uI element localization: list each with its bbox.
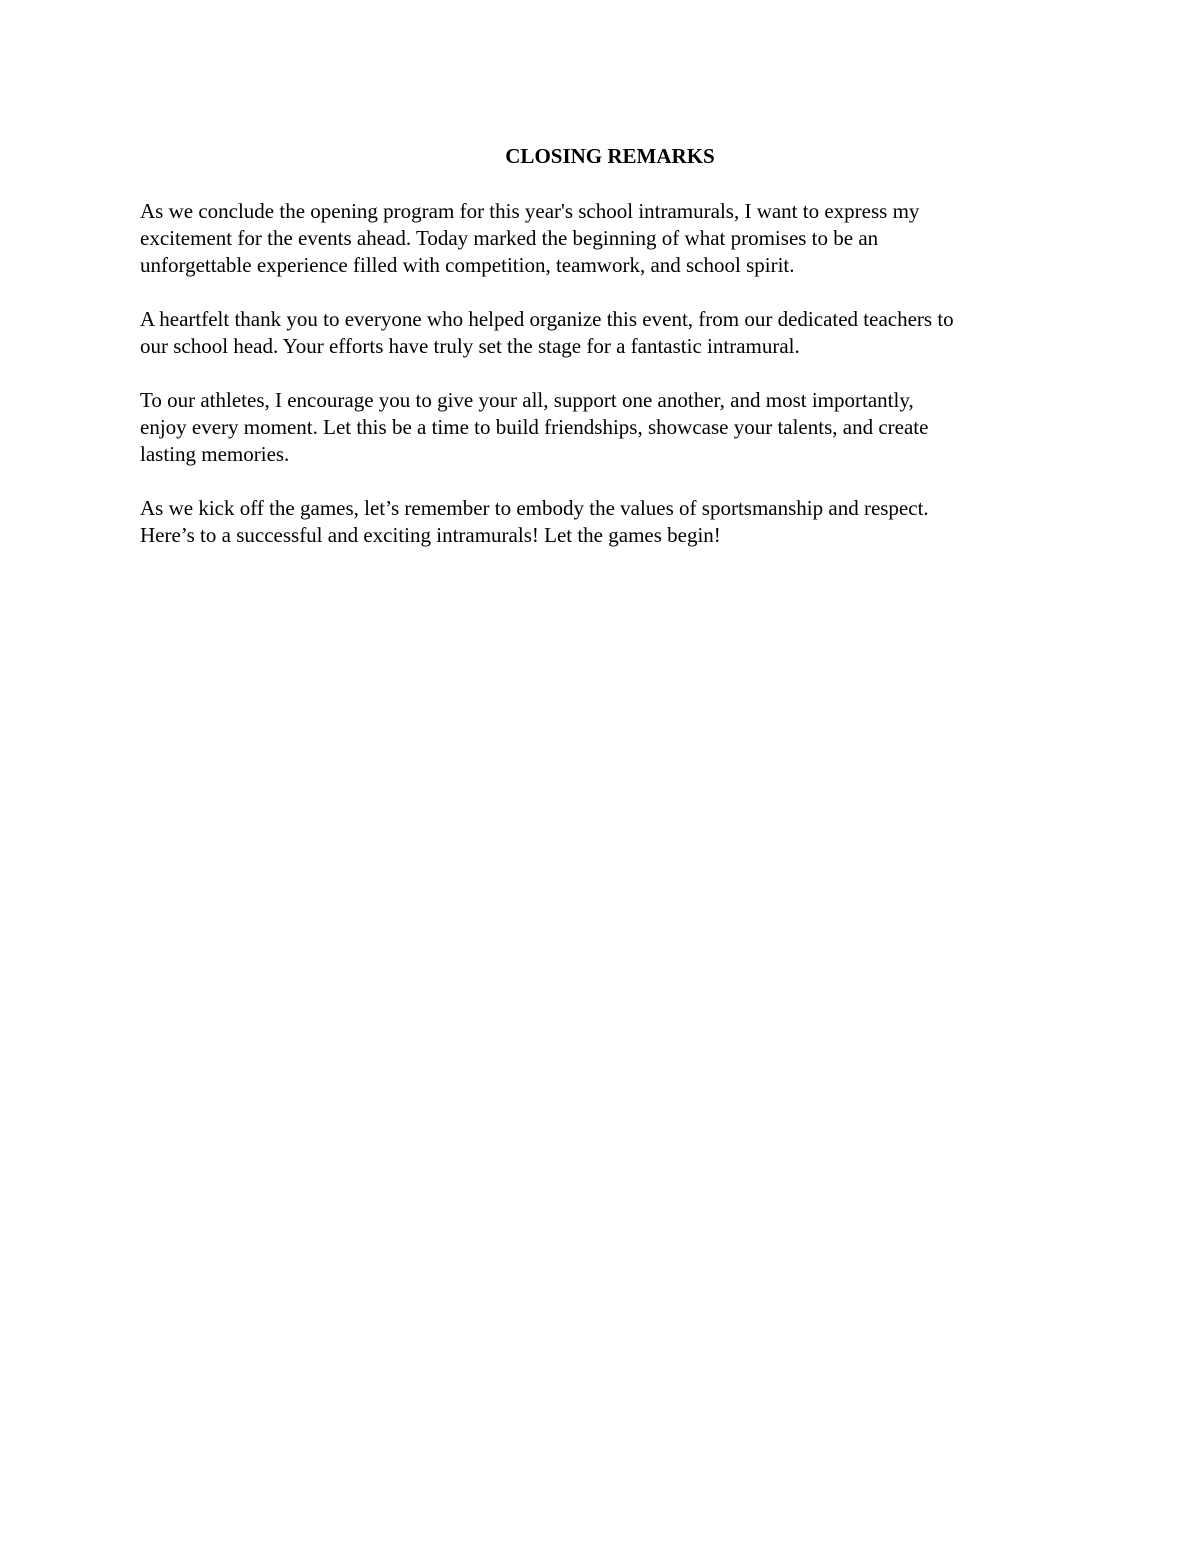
- paragraph-2: [140, 306, 1080, 360]
- paragraph-line: enjoy every moment. Let this be a time to build friendships, showcase your talents, and create: [140, 415, 929, 439]
- paragraph-line: Here’s to a successful and exciting intramurals! Let the games begin!: [140, 523, 721, 547]
- document-body: [140, 143, 1080, 576]
- paragraph-line: As we conclude the opening program for this year's school intramurals, I want to express my: [140, 199, 920, 223]
- paragraph-4: [140, 495, 1080, 549]
- paragraph-line: As we kick off the games, let’s remember to embody the values of sportsmanship and respect.: [140, 496, 929, 520]
- paragraph-line: excitement for the events ahead. Today marked the beginning of what promises to be an: [140, 226, 879, 250]
- paragraph-line: unforgettable experience filled with competition, teamwork, and school spirit.: [140, 253, 795, 277]
- paragraph-line: To our athletes, I encourage you to give your all, support one another, and most importantly,: [140, 388, 914, 412]
- paragraph-line: lasting memories.: [140, 442, 290, 466]
- paragraph-3: [140, 387, 1080, 468]
- paragraph-1: [140, 198, 1080, 279]
- paragraph-line: A heartfelt thank you to everyone who helped organize this event, from our dedicated teachers to: [140, 307, 954, 331]
- paragraph-line: our school head. Your efforts have truly set the stage for a fantastic intramural.: [140, 334, 800, 358]
- document-title: CLOSING REMARKS: [505, 144, 715, 168]
